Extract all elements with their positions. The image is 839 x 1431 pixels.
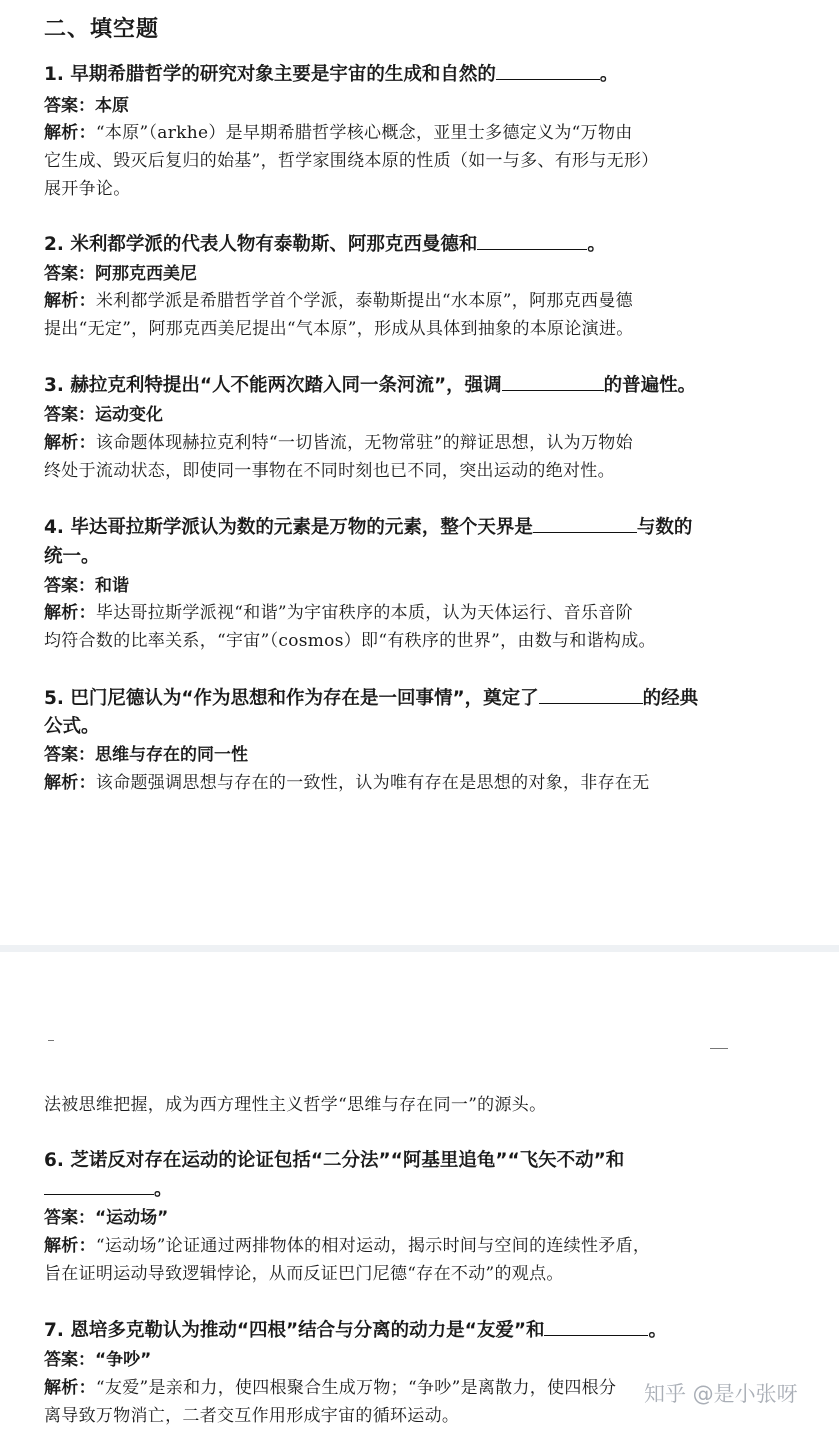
answer-2 xyxy=(44,259,197,284)
explanation-label: 解析： xyxy=(44,291,96,311)
answer-1-text: 本原 xyxy=(95,96,129,116)
explanation-1-line-1: 解析：“本原”（arkhe）是早期希腊哲学核心概念，亚里士多德定义为“万物由 xyxy=(44,123,633,143)
explanation-label: 解析： xyxy=(44,433,96,453)
question-5-line-2: 公式。 xyxy=(44,716,100,737)
explanation-3-line-2: 终处于流动状态，即使同一事物在不同时刻也已不同，突出运动的绝对性。 xyxy=(44,461,615,481)
answer-5 xyxy=(44,740,248,765)
explanation-6-line-2: 旨在证明运动导致逻辑悖论，从而反证巴门尼德“存在不动”的观点。 xyxy=(44,1264,564,1284)
question-2-text: 2. 米利都学派的代表人物有泰勒斯、阿那克西曼德和 xyxy=(44,234,478,255)
question-5: 5. 巴门尼德认为“作为思想和作为存在是一回事情”，奠定了 的经典 xyxy=(44,684,698,710)
question-3-text: 3. 赫拉克利特提出“人不能两次踏入同一条河流”，强调 xyxy=(44,375,502,396)
answer-6 xyxy=(44,1203,168,1228)
answer-blank xyxy=(44,1176,154,1195)
question-6-line-2: 。 xyxy=(44,1175,173,1201)
answer-label: 答案： xyxy=(44,745,95,765)
answer-blank xyxy=(502,372,604,391)
answer-label: 答案： xyxy=(44,576,95,596)
question-1-text: 1. 早期希腊哲学的研究对象主要是宇宙的生成和自然的 xyxy=(44,64,496,85)
answer-blank xyxy=(496,61,600,80)
zhihu-watermark: 知乎 @是小张呀 xyxy=(644,1382,798,1406)
explanation-7-line-2: 离导致万物消亡，二者交互作用形成宇宙的循环运动。 xyxy=(44,1406,460,1426)
answer-7-text: “争吵” xyxy=(95,1350,152,1370)
page-gap xyxy=(0,945,839,952)
answer-blank xyxy=(539,685,643,704)
answer-6-text: “运动场” xyxy=(95,1208,169,1228)
explanation-2-line-2: 提出“无定”，阿那克西美尼提出“气本原”，形成从具体到抽象的本原论演进。 xyxy=(44,319,634,339)
explanation-4-line-1: 解析：毕达哥拉斯学派视“和谐”为宇宙秩序的本质，认为天体运行、音乐音阶 xyxy=(44,603,633,623)
explanation-1-line-2: 它生成、毁灭后复归的始基”，哲学家围绕本原的性质（如一与多、有形与无形） xyxy=(44,151,659,171)
document-page-bottom xyxy=(0,952,839,1431)
question-5-text: 5. 巴门尼德认为“作为思想和作为存在是一回事情”，奠定了 xyxy=(44,688,539,709)
answer-3 xyxy=(44,400,163,425)
explanation-label: 解析： xyxy=(44,773,96,793)
answer-1 xyxy=(44,91,129,116)
explanation-7-line-1: 解析：“友爱”是亲和力，使四根聚合生成万物；“争吵”是离散力，使四根分 xyxy=(44,1378,617,1398)
section-title: 二、填空题 xyxy=(44,17,160,42)
question-4-line-2: 统一。 xyxy=(44,546,100,567)
explanation-label: 解析： xyxy=(44,1378,96,1398)
explanation-2-line-1: 解析：米利都学派是希腊哲学首个学派，泰勒斯提出“水本原”，阿那克西曼德 xyxy=(44,291,633,311)
explanation-6-line-1: 解析：“运动场”论证通过两排物体的相对运动，揭示时间与空间的连续性矛盾， xyxy=(44,1236,651,1256)
question-4-text: 4. 毕达哥拉斯学派认为数的元素是万物的元素，整个天界是 xyxy=(44,517,533,538)
answer-2-text: 阿那克西美尼 xyxy=(95,264,197,284)
answer-blank xyxy=(533,514,637,533)
answer-label: 答案： xyxy=(44,96,95,116)
scan-artifact xyxy=(48,1040,54,1041)
answer-3-text: 运动变化 xyxy=(95,405,163,425)
explanation-label: 解析： xyxy=(44,123,96,143)
answer-label: 答案： xyxy=(44,264,95,284)
question-2: 2. 米利都学派的代表人物有泰勒斯、阿那克西曼德和 。 xyxy=(44,230,606,256)
explanation-3-line-1: 解析：该命题体现赫拉克利特“一切皆流，无物常驻”的辩证思想，认为万物始 xyxy=(44,433,633,453)
answer-4-text: 和谐 xyxy=(95,576,129,596)
answer-label: 答案： xyxy=(44,1208,95,1228)
question-7-text: 7. 恩培多克勒认为推动“四根”结合与分离的动力是“友爱”和 xyxy=(44,1320,545,1341)
answer-blank xyxy=(544,1317,648,1336)
answer-7 xyxy=(44,1345,151,1370)
answer-5-text: 思维与存在的同一性 xyxy=(95,745,248,765)
explanation-1-line-3: 展开争论。 xyxy=(44,179,131,199)
explanation-5-line-2: 法被思维把握，成为西方理性主义哲学“思维与存在同一”的源头。 xyxy=(44,1095,547,1115)
answer-blank xyxy=(477,231,587,250)
question-7: 7. 恩培多克勒认为推动“四根”结合与分离的动力是“友爱”和 。 xyxy=(44,1316,667,1342)
explanation-4-line-2: 均符合数的比率关系，“宇宙”（cosmos）即“有秩序的世界”，由数与和谐构成。 xyxy=(44,631,656,651)
scan-artifact xyxy=(710,1048,728,1049)
explanation-5-line-1: 解析：该命题强调思想与存在的一致性，认为唯有存在是思想的对象，非存在无 xyxy=(44,773,650,793)
question-1: 1. 早期希腊哲学的研究对象主要是宇宙的生成和自然的 。 xyxy=(44,60,618,86)
answer-label: 答案： xyxy=(44,405,95,425)
answer-4 xyxy=(44,571,129,596)
answer-label: 答案： xyxy=(44,1350,95,1370)
question-4: 4. 毕达哥拉斯学派认为数的元素是万物的元素，整个天界是 与数的 xyxy=(44,513,692,539)
question-6: 6. 芝诺反对存在运动的论证包括“二分法”“阿基里追龟”“飞矢不动”和 xyxy=(44,1150,625,1171)
explanation-label: 解析： xyxy=(44,1236,96,1256)
explanation-label: 解析： xyxy=(44,603,96,623)
question-3: 3. 赫拉克利特提出“人不能两次踏入同一条河流”，强调 的普遍性。 xyxy=(44,371,696,397)
